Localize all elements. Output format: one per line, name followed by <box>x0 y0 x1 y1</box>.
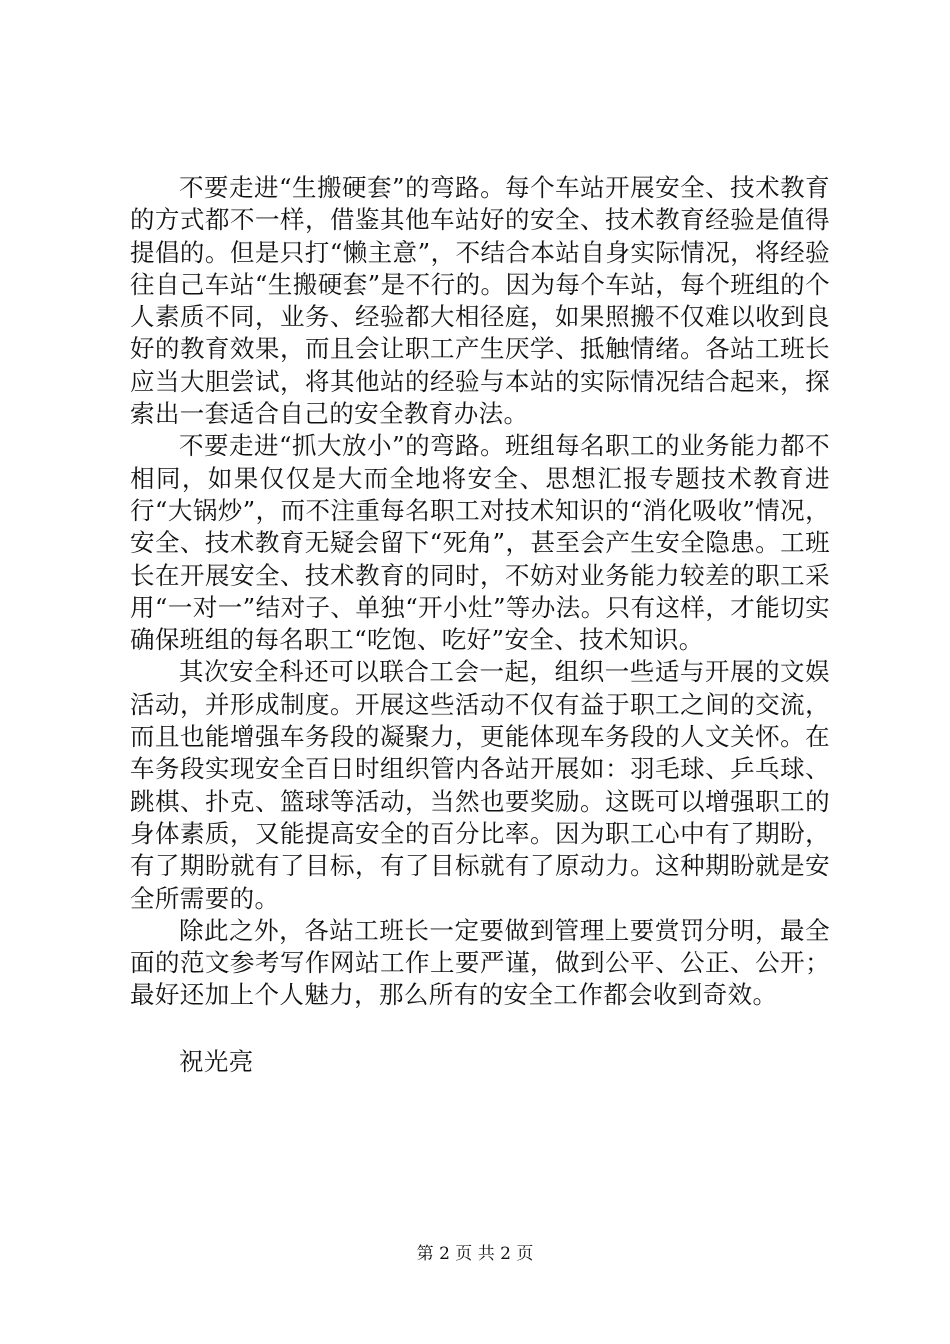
paragraph-4: 除此之外，各站工班长一定要做到管理上要赏罚分明，最全面的范文参考写作网站工作上要严谨，做到公平、公正、公开；最好还加上个人魅力，那么所有的安全工作都会收到奇效。 <box>130 915 830 1010</box>
paragraph-3: 其次安全科还可以联合工会一起，组织一些适与开展的文娱活动，并形成制度。开展这些活动不仅有益于职工之间的交流，而且也能增强车务段的凝聚力，更能体现车务段的人文关怀。在车务段实现安全百日时组织管内各站开展如：羽毛球、乒乓球、跳棋、扑克、篮球等活动，当然也要奖励。这既可以增强职工的身体素质，又能提高安全的百分比率。因为职工心中有了期盼，有了期盼就有了目标，有了目标就有了原动力。这种期盼就是安全所需要的。 <box>130 657 830 913</box>
document-body <box>130 172 830 1078</box>
paragraph-2: 不要走进“抓大放小”的弯路。班组每名职工的业务能力都不相同，如果仅仅是大而全地将安全、思想汇报专题技术教育进行“大锅炒”，而不注重每名职工对技术知识的“消化吸收”情况，安全、技术教育无疑会留下“死角”，甚至会产生安全隐患。工班长在开展安全、技术教育的同时，不妨对业务能力较差的职工采用“一对一”结对子、单独“开小灶”等办法。只有这样，才能切实确保班组的每名职工“吃饱、吃好”安全、技术知识。 <box>130 431 830 655</box>
paragraph-1: 不要走进“生搬硬套”的弯路。每个车站开展安全、技术教育的方式都不一样，借鉴其他车站好的安全、技术教育经验是值得提倡的。但是只打“懒主意”，不结合本站自身实际情况，将经验往自己车站“生搬硬套”是不行的。因为每个车站，每个班组的个人素质不同，业务、经验都大相径庭，如果照搬不仅难以收到良好的教育效果，而且会让职工产生厌学、抵触情绪。各站工班长应当大胆尝试，将其他站的经验与本站的实际情况结合起来，探索出一套适合自己的安全教育办法。 <box>130 173 830 429</box>
author-signature: 祝光亮 <box>179 1046 254 1076</box>
page-number-footer: 第 2 页 共 2 页 <box>416 1244 534 1264</box>
